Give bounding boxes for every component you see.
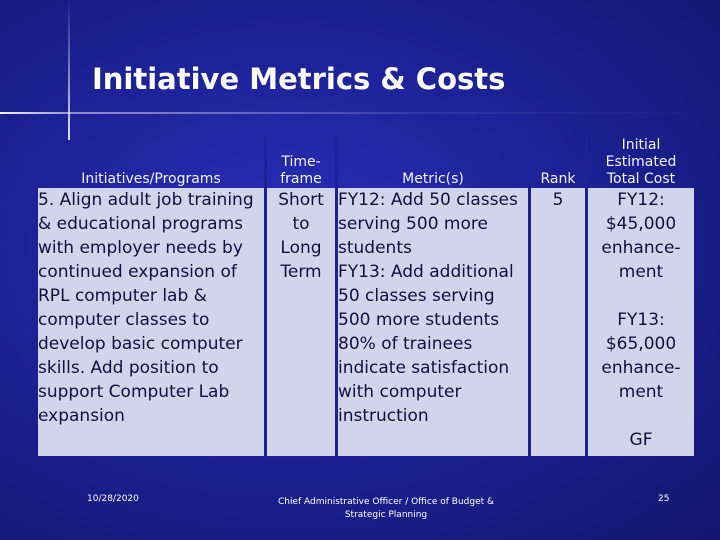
cost-fy13-type-cont: ment — [618, 382, 664, 402]
initiative-metrics-table — [38, 137, 694, 456]
cost-fy12-type: enhance- — [601, 238, 681, 258]
initiative-text: 5. Align adult job training & educational programs with employer needs by continued expansion of RPL computer lab & computer classes to develop basic computer skills. Add position to support Computer Lab expansion — [38, 190, 254, 426]
page-number: 25 — [658, 494, 670, 504]
decorative-vertical-line — [68, 0, 70, 140]
cost-fy13-amount: $65,000 — [605, 334, 677, 354]
timeframe-word: Term — [280, 262, 322, 282]
cost-fy12-type-cont: ment — [618, 262, 664, 282]
timeframe-word: Short — [278, 190, 324, 210]
timeframe-word: to — [292, 214, 310, 234]
decorative-horizontal-line — [0, 112, 720, 114]
table-header-row — [38, 137, 694, 188]
header-initiatives — [38, 137, 264, 188]
header-rank — [528, 137, 585, 188]
header-timeframe — [264, 137, 335, 188]
header-cost-line-3: Total Cost — [606, 171, 676, 187]
cell-initiative — [38, 188, 264, 456]
cell-rank — [528, 188, 585, 456]
cost-fy12-amount: $45,000 — [605, 214, 677, 234]
cell-timeframe — [264, 188, 335, 456]
cost-fy12-label: FY12: — [617, 190, 665, 210]
header-rank-label: Rank — [540, 171, 576, 187]
footer-office — [255, 496, 517, 522]
header-timeframe-line-1: Time- — [281, 154, 321, 170]
timeframe-word: Long — [280, 238, 322, 258]
table-row — [38, 188, 694, 456]
rank-value: 5 — [552, 190, 564, 210]
slide-title: Initiative Metrics & Costs — [92, 62, 506, 96]
footer-office-line-1: Chief Administrative Officer / Office of Budget & — [277, 497, 495, 507]
cost-fy13-label: FY13: — [617, 310, 665, 330]
header-metric — [335, 137, 528, 188]
header-cost-line-2: Estimated — [605, 154, 677, 170]
footer-office-line-2: Strategic Planning — [344, 510, 428, 520]
cell-metric — [335, 188, 528, 456]
header-initiatives-label: Initiatives/Programs — [81, 171, 221, 187]
cost-spacer — [588, 404, 694, 428]
header-metric-label: Metric(s) — [402, 171, 464, 187]
cost-fy13-type: enhance- — [601, 358, 681, 378]
metric-fy12: FY12: Add 50 classes serving 500 more students — [338, 190, 518, 258]
metric-satisfaction: 80% of trainees indicate satisfaction with computer instruction — [338, 334, 510, 426]
header-cost — [585, 137, 694, 188]
cell-cost — [585, 188, 694, 456]
metric-fy13: FY13: Add additional 50 classes serving 500 more students — [338, 262, 514, 330]
header-timeframe-line-2: frame — [280, 171, 322, 187]
cost-spacer — [588, 284, 694, 308]
footer-date: 10/28/2020 — [87, 494, 139, 504]
header-cost-line-1: Initial — [621, 137, 661, 153]
cost-fund-source: GF — [629, 430, 653, 450]
